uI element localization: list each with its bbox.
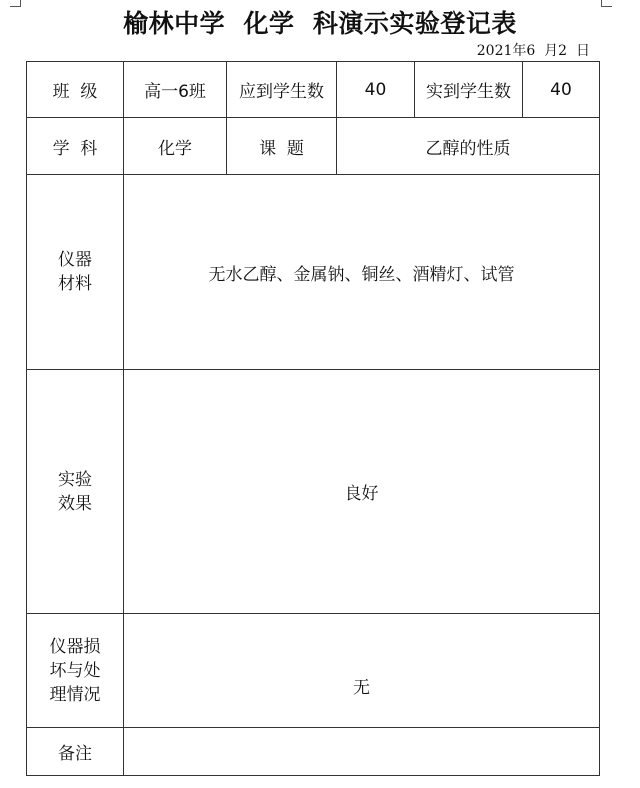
damage-label-line: 理情况 bbox=[49, 684, 101, 705]
materials-label bbox=[27, 175, 124, 370]
damage-value: 无 bbox=[124, 614, 600, 728]
damage-label-line: 坏与处 bbox=[49, 660, 101, 681]
table-row bbox=[27, 62, 600, 118]
subject-value: 化学 bbox=[124, 118, 227, 175]
table-row bbox=[27, 175, 600, 370]
table-row bbox=[27, 728, 600, 776]
experiment-record-table bbox=[26, 61, 600, 776]
subject-label: 学 科 bbox=[27, 118, 124, 175]
expected-students-label: 应到学生数 bbox=[227, 62, 337, 118]
actual-students-label: 实到学生数 bbox=[415, 62, 523, 118]
effect-label-line: 效果 bbox=[58, 493, 92, 514]
actual-students-value: 40 bbox=[523, 62, 600, 118]
record-date: 2021年6 月2 日 bbox=[476, 43, 590, 59]
topic-value: 乙醇的性质 bbox=[337, 118, 600, 175]
effect-value: 良好 bbox=[124, 370, 600, 614]
materials-label-line: 仪器 bbox=[58, 250, 92, 270]
effect-label-line: 实验 bbox=[58, 469, 92, 490]
class-label: 班 级 bbox=[27, 62, 124, 118]
table-row bbox=[27, 370, 600, 614]
effect-label bbox=[27, 370, 124, 614]
remarks-value bbox=[124, 728, 600, 776]
table-row bbox=[27, 614, 600, 728]
expected-students-value: 40 bbox=[337, 62, 415, 118]
materials-value: 无水乙醇、金属钠、铜丝、酒精灯、试管 bbox=[124, 175, 600, 370]
materials-label-line: 材料 bbox=[58, 274, 92, 294]
damage-label bbox=[27, 614, 124, 728]
table-row bbox=[27, 118, 600, 175]
damage-label-line: 仪器损 bbox=[49, 636, 101, 657]
page-title: 榆林中学 化学 科演示实验登记表 bbox=[123, 9, 517, 38]
topic-label: 课 题 bbox=[227, 118, 337, 175]
class-value: 高一6班 bbox=[124, 62, 227, 118]
remarks-label: 备注 bbox=[27, 728, 124, 776]
